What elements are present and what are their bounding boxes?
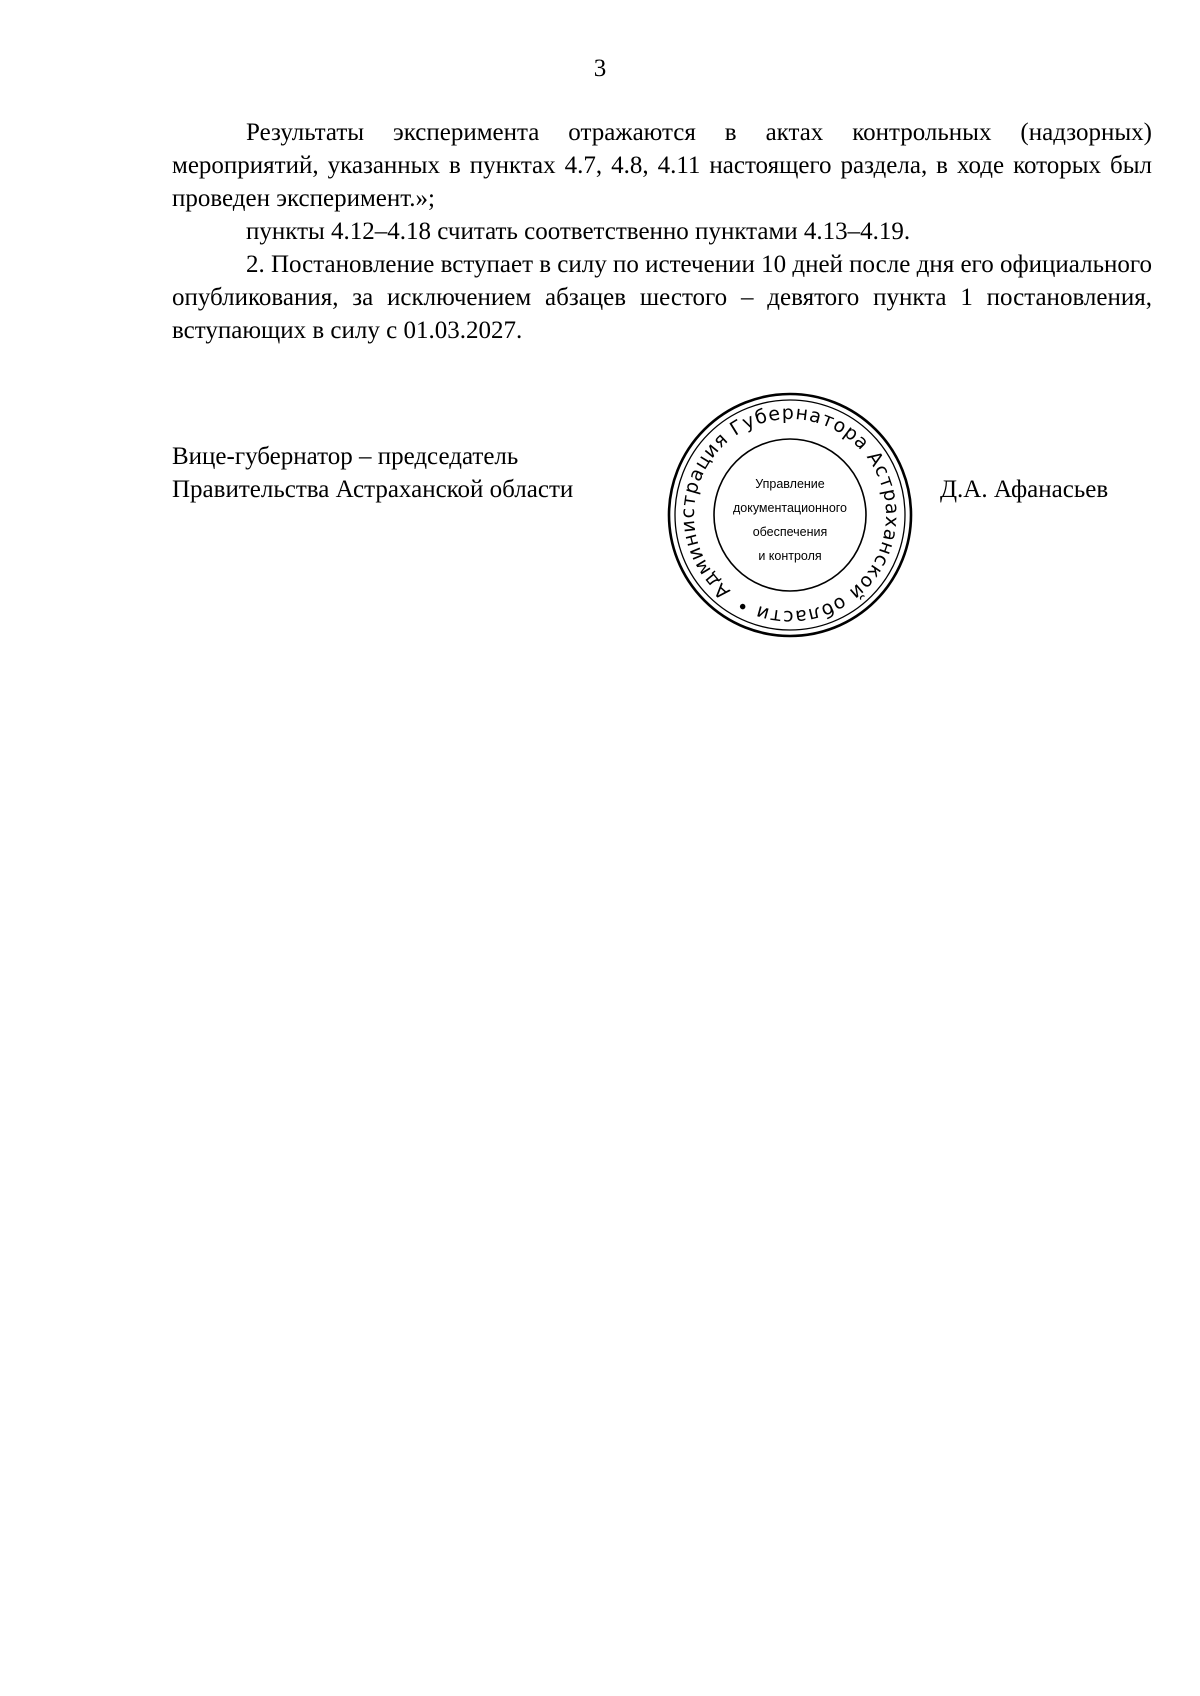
stamp-inner-line-1: Управление xyxy=(755,477,825,491)
paragraph-experiment-results: Результаты эксперимента отражаются в актах контрольных (надзорных) мероприятий, указанных в пунктах 4.7, 4.8, 4.11 настоящего раздела, в ходе которых был проведен эксперимент.»; xyxy=(172,119,1152,212)
signatory-position-line1: Вице-губернатор – председатель xyxy=(172,443,519,470)
stamp-ring-text: Администрация Губернатора Астраханской области • xyxy=(676,401,904,629)
document-body xyxy=(172,116,1152,347)
signatory-position-line2: Правительства Астраханской области xyxy=(172,476,574,503)
stamp-inner-line-2: документационного xyxy=(732,501,848,515)
paragraph-renumbering: пункты 4.12–4.18 считать соответственно пунктами 4.13–4.19. xyxy=(246,218,911,245)
signatory-position xyxy=(172,440,573,506)
stamp-inner-line-4: и контроля xyxy=(758,549,822,563)
stamp-inner-line-3: обеспечения xyxy=(752,525,828,539)
official-stamp xyxy=(665,390,915,640)
paragraph-entry-into-force: 2. Постановление вступает в силу по истечении 10 дней после дня его официального опубликования, за исключением абзацев шестого – девятого пункта 1 постановления, вступающих в силу с 01.03.2027. xyxy=(172,251,1152,344)
page-number: 3 xyxy=(593,55,607,82)
svg-text:Администрация Губернатора Астр xyxy=(665,390,915,640)
signatory-name: Д.А. Афанасьев xyxy=(940,476,1109,503)
